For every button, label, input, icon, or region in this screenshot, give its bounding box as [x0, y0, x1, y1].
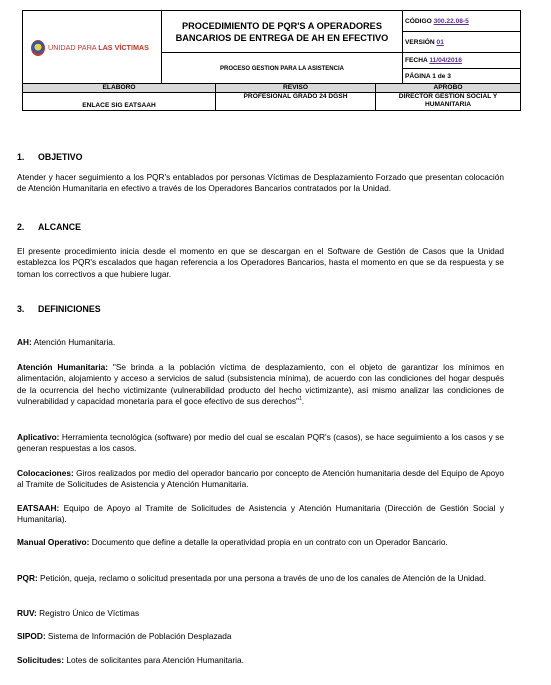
- definition-item: PQR: Petición, queja, reclamo o solicitud presentada por una persona a través de uno de los canales de Atención de la Unidad.: [17, 573, 487, 583]
- definition-item: Manual Operativo: Documento que define a detalle la operatividad propia en un contrato con un Operador Bancario.: [17, 537, 448, 547]
- alcance-paragraph: El presente procedimiento inicia desde el momento en que se descargan en el Software de Gestión de Casos que la Unidad establezca los PQR's escalados que hagan referencia a los Operadores Bancarios, hasta el momento en que se da respuesta y se toman los correctivos a que hubiere lugar.: [17, 246, 504, 279]
- fecha-value: 11/04/2016: [429, 57, 462, 64]
- page-number: PÁGINA 1 de 3: [403, 69, 521, 85]
- fecha-field: FECHA 11/04/2016: [403, 53, 521, 69]
- logo-text: UNIDAD PARA LAS VÍCTIMAS: [48, 43, 149, 52]
- unidad-victimas-logo: [25, 40, 159, 56]
- definition-item: Colocaciones: Giros realizados por medio del operador bancario por concepto de Atención humanitaria desde del Equipo de Apoyo al Tramite de Solicitudes de Asistencia y Atención Humanitaria.: [17, 468, 504, 490]
- process-name: PROCESO GESTION PARA LA ASISTENCIA: [162, 53, 403, 85]
- reviso-header: REVISÓ: [216, 84, 376, 93]
- section-heading-objetivo: 1. OBJETIVO: [17, 152, 83, 162]
- logo-cell: [23, 11, 162, 85]
- version-field: VERSIÓN 01: [403, 32, 521, 53]
- elaboro-header: ELABORÓ: [23, 84, 216, 93]
- elaboro-value: ENLACE SIG EATSAAH: [23, 93, 216, 111]
- aprobo-header: APROBO: [376, 84, 521, 93]
- section-heading-alcance: 2. ALCANCE: [17, 222, 82, 232]
- aprobo-value: DIRECTOR GESTION SOCIAL Y HUMANITARIA: [376, 93, 521, 111]
- coat-of-arms-icon: [31, 40, 45, 56]
- definition-item: EATSAAH: Equipo de Apoyo al Tramite de Solicitudes de Asistencia y Atención Humanitaria (Dirección de Gestión Social y Humanitaria).: [17, 503, 504, 525]
- signature-table: [22, 83, 521, 111]
- definition-item: Solicitudes: Lotes de solicitantes para Atención Humanitaria.: [17, 655, 244, 665]
- definition-item: RUV: Registro Único de Víctimas: [17, 608, 140, 618]
- definition-item: Aplicativo: Herramienta tecnológica (software) por medio del cual se escalan PQR's (casos), se hace seguimiento a los casos y se generan respuestas a los casos.: [17, 432, 504, 454]
- codigo-field: CÓDIGO 300.22.08-5: [403, 11, 521, 32]
- version-value: 01: [436, 38, 444, 46]
- document-title: PROCEDIMIENTO DE PQR'S A OPERADORES BANCARIOS DE ENTREGA DE AH EN EFECTIVO: [162, 11, 403, 53]
- objetivo-paragraph: Atender y hacer seguimiento a los PQR's entablados por personas Víctimas de Desplazamiento Forzado que presentan colocación de Atención Humanitaria en efectivo a través de los Operadores Bancarios contratados por la Unidad.: [17, 172, 504, 194]
- definition-item: SIPOD: Sistema de Información de Población Desplazada: [17, 631, 232, 641]
- reviso-value: PROFESIONAL GRADO 24 DGSH: [216, 93, 376, 111]
- section-heading-definiciones: 3. DEFINICIONES: [17, 304, 101, 314]
- footnote-ref: 1: [299, 396, 302, 403]
- definition-item: AH: Atención Humanitaria.: [17, 337, 116, 347]
- document-header: [22, 10, 521, 85]
- definition-item: Atención Humanitaria: "Se brinda a la población víctima de desplazamiento, con el objeto de garantizar los mínimos en alimentación, alojamiento y acceso a servicios de salud (subsistencia mínima), de acuerdo con las condiciones del hogar después de la ocurrencia del hecho victimizante (vulnerabilidad producto del hecho victimizante), así mismo analizar las condiciones de vulnerabilidad y capacidad monetaria para el goce efectivo de sus derechos"$^1$.: [17, 362, 504, 406]
- codigo-value: 300.22.08-5: [433, 17, 469, 25]
